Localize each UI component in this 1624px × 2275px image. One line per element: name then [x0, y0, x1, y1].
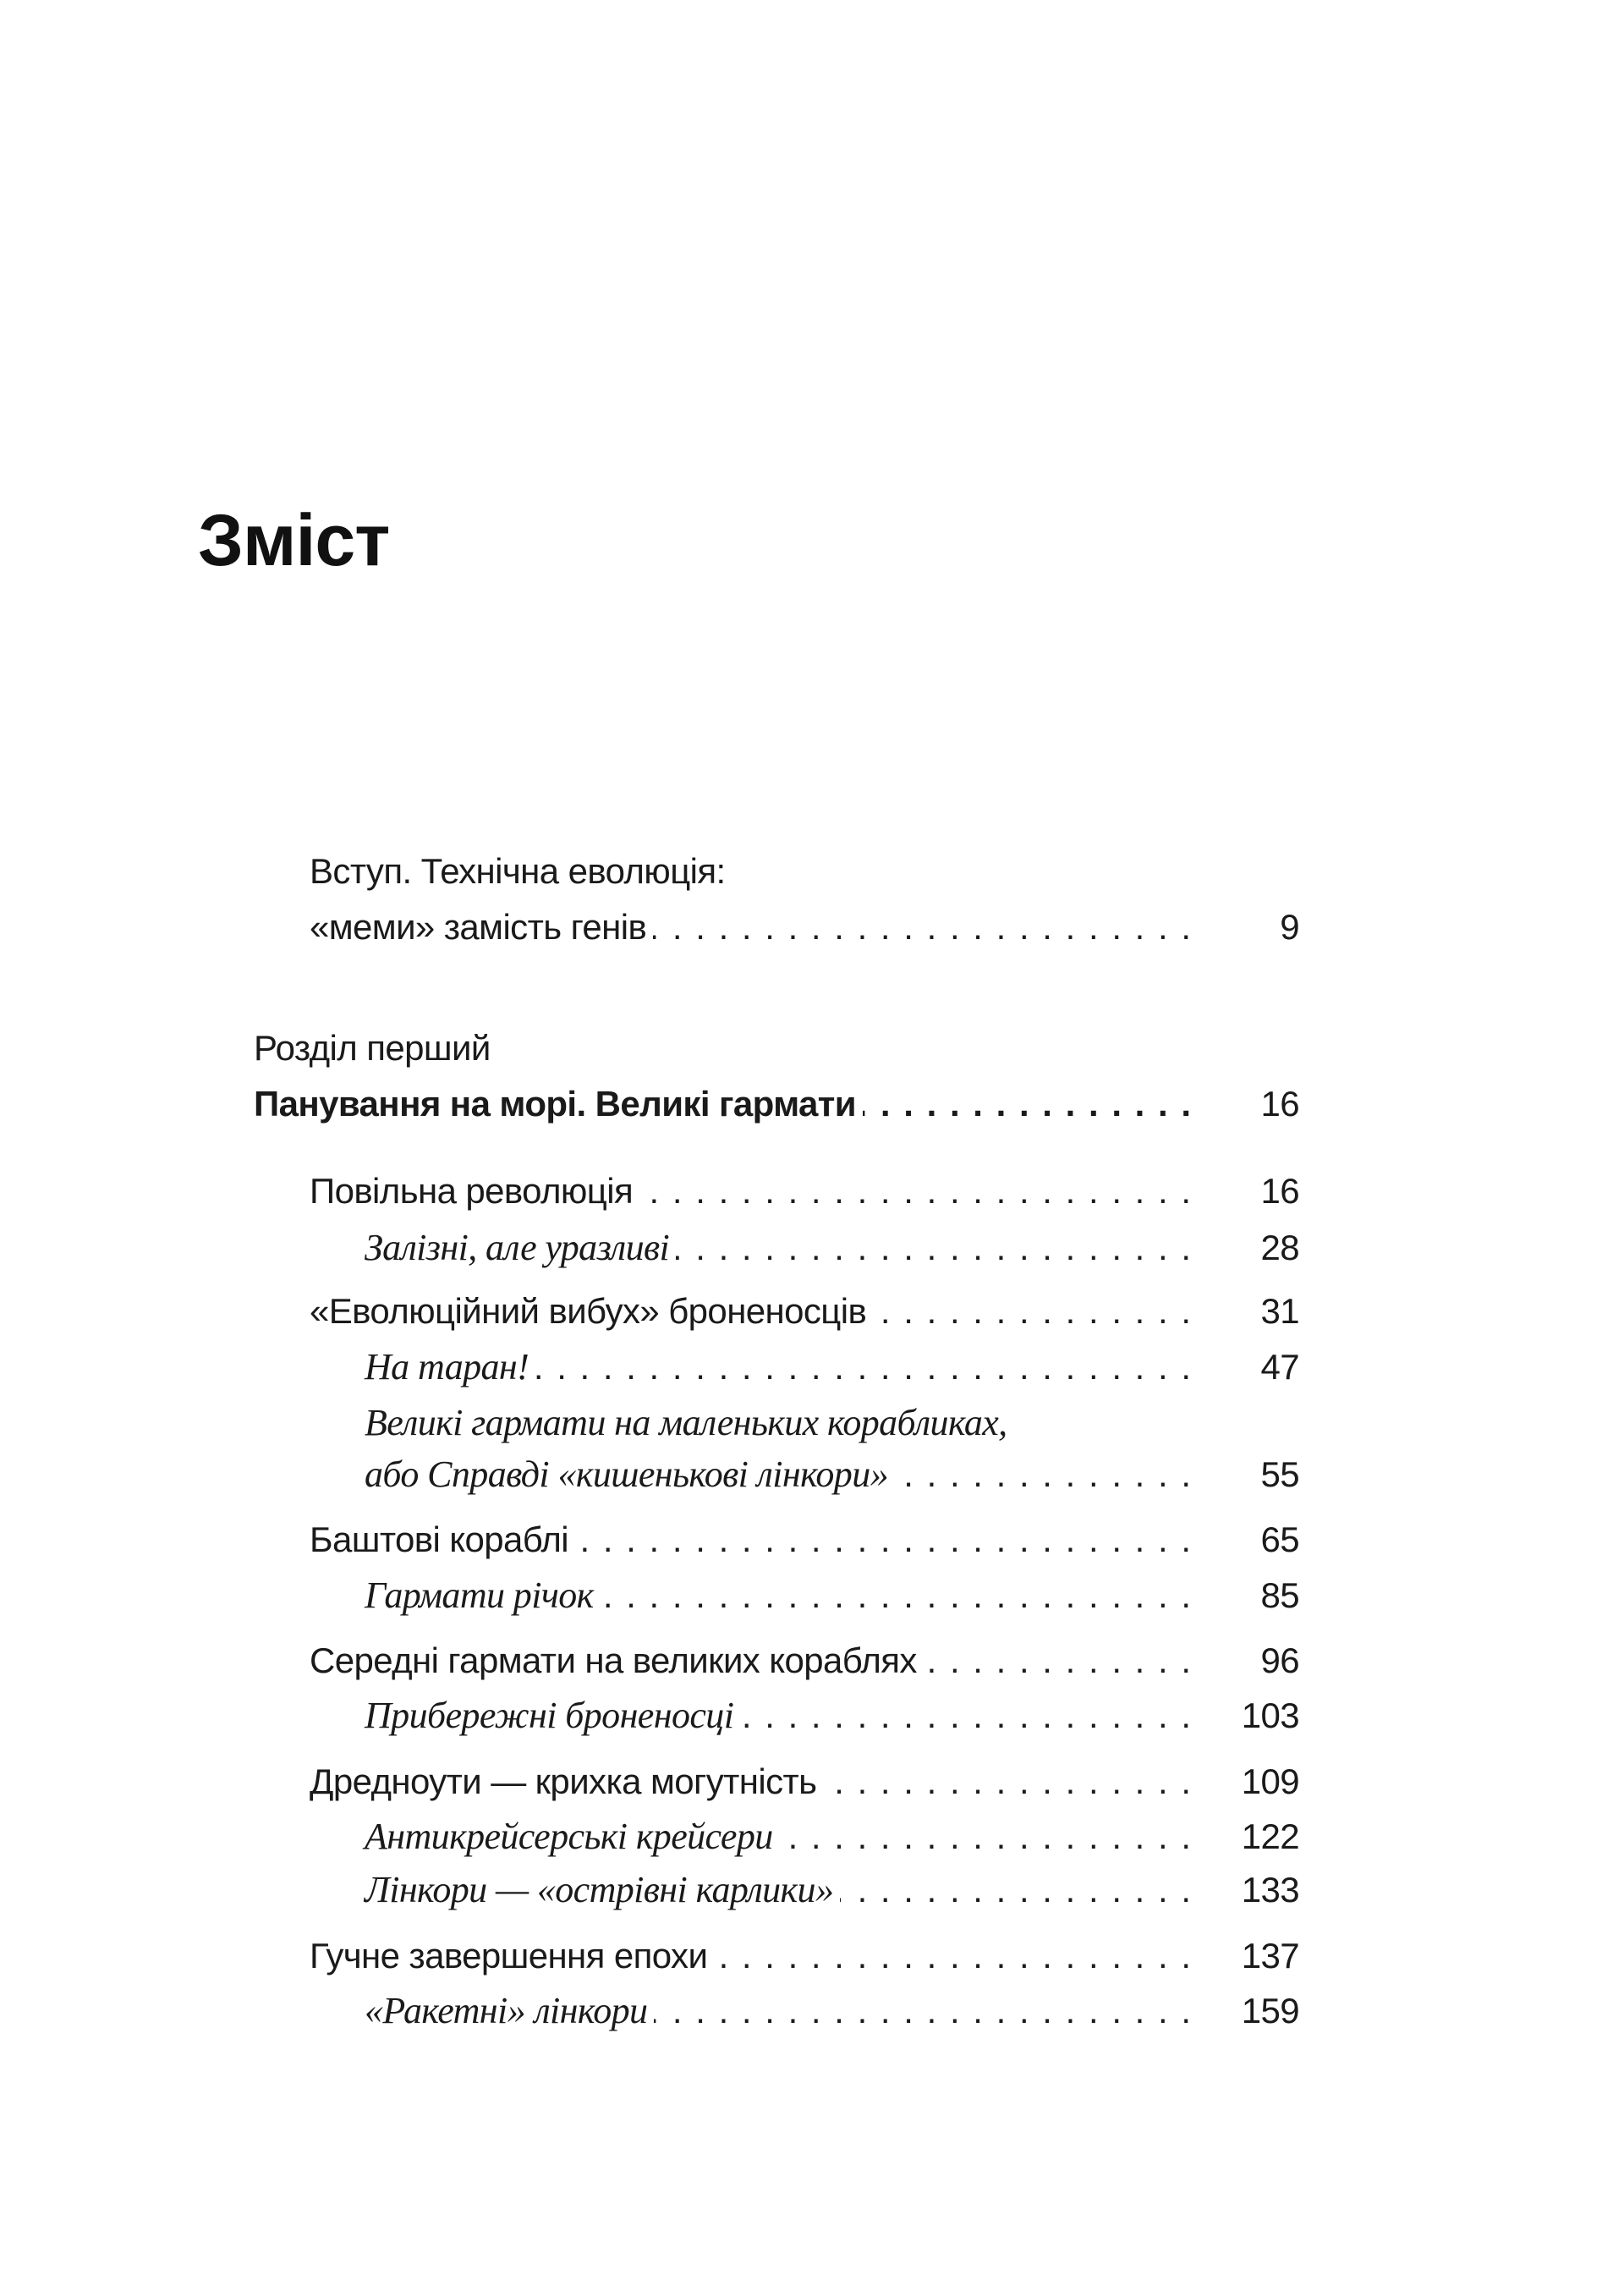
dot-leader — [895, 1451, 1193, 1498]
toc-page-number: 9 — [1280, 907, 1299, 947]
toc-entry-title: Залізні, але уразливі — [365, 1227, 670, 1268]
toc-entry[interactable] — [365, 1692, 1299, 1739]
toc-entry[interactable] — [365, 1344, 1299, 1391]
dot-leader — [676, 1224, 1193, 1272]
dot-leader — [873, 1288, 1193, 1335]
toc-entry[interactable] — [310, 1288, 1299, 1335]
toc-entry-title: Панування на морі. Великі гармати — [254, 1084, 857, 1124]
toc-entry-title: Прибережні броненосці — [365, 1695, 734, 1736]
toc-entry-intro[interactable] — [310, 904, 1299, 951]
toc-entry[interactable] — [365, 1224, 1299, 1272]
toc-entry-title: або Справді «кишенькові лінкори» — [365, 1453, 888, 1495]
toc-page-number: 109 — [1241, 1761, 1299, 1801]
toc-page-number: 47 — [1260, 1347, 1299, 1387]
toc-entry[interactable] — [365, 1572, 1299, 1619]
toc-entry[interactable] — [310, 1168, 1299, 1215]
dot-leader — [654, 1987, 1193, 2035]
toc-entry[interactable] — [365, 1866, 1299, 1914]
toc-page-number: 28 — [1260, 1228, 1299, 1267]
dot-leader — [823, 1758, 1193, 1805]
toc-entry[interactable] — [365, 1813, 1299, 1860]
dot-leader — [601, 1572, 1193, 1619]
toc-entry[interactable] — [365, 1987, 1299, 2035]
toc-page-number: 137 — [1241, 1936, 1299, 1976]
toc-entry-chapter[interactable] — [254, 1080, 1299, 1128]
toc-page-number: 96 — [1260, 1640, 1299, 1680]
toc-entry-title: Гармати річок — [365, 1574, 594, 1616]
toc-entry-title: «меми» замість генів — [310, 907, 647, 947]
dot-leader — [780, 1813, 1193, 1860]
toc-entry[interactable] — [310, 1758, 1299, 1805]
chapter-label: Розділ перший — [254, 1028, 491, 1068]
toc-page-number: 16 — [1260, 1084, 1299, 1124]
dot-leader — [653, 904, 1193, 951]
toc-entry-title: Дредноути — крихка могутність — [310, 1761, 817, 1801]
toc-page-number: 65 — [1260, 1519, 1299, 1559]
toc-page-number: 122 — [1241, 1816, 1299, 1856]
toc-entry-title: На таран! — [365, 1346, 529, 1388]
toc-entry-title: Лінкори — «острівні карлики» — [365, 1869, 834, 1910]
dot-leader — [863, 1080, 1193, 1128]
toc-entry[interactable] — [310, 1516, 1299, 1563]
toc-intro-line1: Вступ. Технічна еволюція: — [310, 851, 726, 891]
page-title: Зміст — [198, 500, 390, 581]
dot-leader — [575, 1516, 1193, 1563]
dot-leader — [840, 1866, 1193, 1914]
toc-entry-title: Баштові кораблі — [310, 1519, 568, 1559]
toc-entry-title: Гучне завершення епохи — [310, 1936, 708, 1976]
toc-entry-title: «Ракетні» лінкори — [365, 1990, 648, 2031]
dot-leader — [924, 1637, 1193, 1684]
toc-entry[interactable] — [310, 1932, 1299, 1980]
toc-entry[interactable] — [365, 1451, 1299, 1498]
toc-entry-title: Середні гармати на великих кораблях — [310, 1640, 917, 1680]
toc-entry-title: Повільна революція — [310, 1171, 634, 1211]
toc-entry-title: «Еволюційний вибух» броненосців — [310, 1291, 867, 1331]
toc-page-number: 159 — [1241, 1991, 1299, 2030]
dot-leader — [535, 1344, 1193, 1391]
toc-entry-title: Антикрейсерські крейсери — [365, 1816, 773, 1857]
dot-leader — [639, 1168, 1193, 1215]
toc-page-number: 133 — [1241, 1870, 1299, 1910]
toc-page-number: 16 — [1260, 1171, 1299, 1211]
toc-page-number: 103 — [1241, 1695, 1299, 1735]
dot-leader — [740, 1692, 1193, 1739]
toc-page-number: 31 — [1260, 1291, 1299, 1331]
toc-page-number: 85 — [1260, 1575, 1299, 1615]
dot-leader — [714, 1932, 1193, 1980]
toc-entry-title-line1: Великі гармати на маленьких корабликах, — [365, 1402, 1007, 1443]
toc-entry[interactable] — [310, 1637, 1299, 1684]
toc-page-number: 55 — [1260, 1454, 1299, 1494]
